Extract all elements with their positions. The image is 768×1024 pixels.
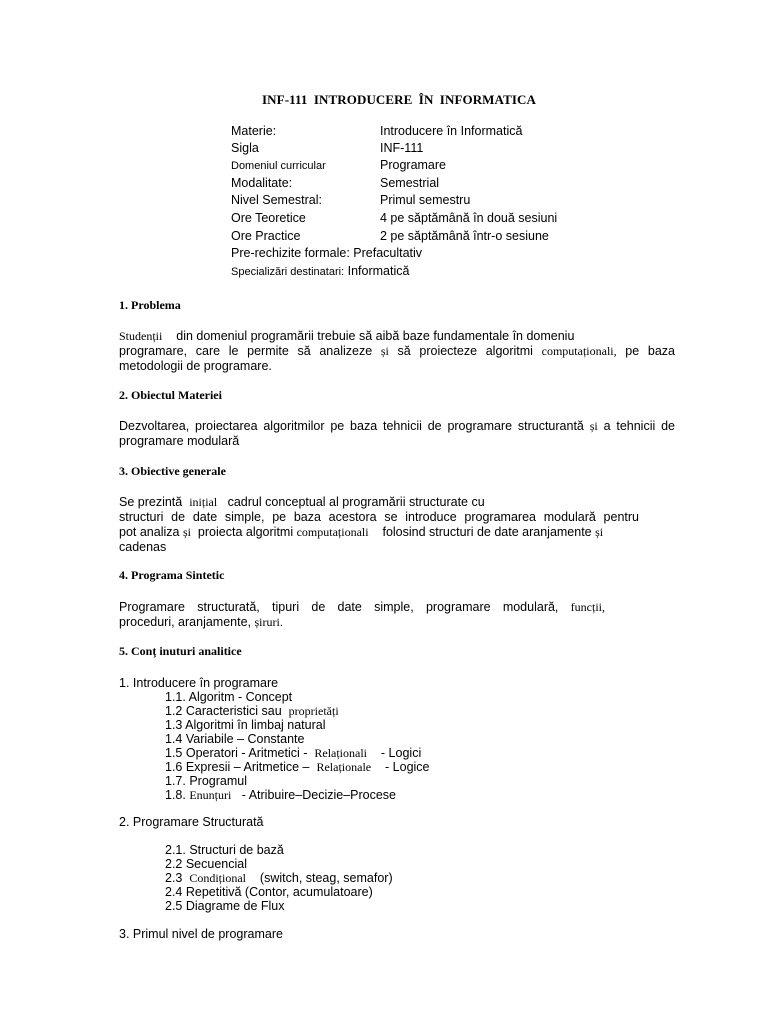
info-value: Programare	[380, 158, 446, 172]
text-line: cadenas	[119, 540, 167, 554]
list-item: 1.6 Expresii – Aritmetice – Relaționale - Logice	[165, 760, 430, 774]
section-body-problema	[119, 329, 675, 374]
info-value: Introducere în Informatică	[380, 124, 523, 138]
text-line: programare modulară	[119, 434, 240, 448]
info-row-specializari	[231, 264, 409, 280]
content-list-2-heading	[119, 815, 264, 829]
info-label: Modalitate:	[231, 176, 293, 190]
list-item: 1.3 Algoritmi în limbaj natural	[165, 718, 326, 732]
content-list-3-heading	[119, 927, 283, 941]
info-value: INF-111	[380, 141, 424, 155]
list-item: 1.2 Caracteristici sau proprietăți	[165, 704, 339, 718]
info-value: 4 pe săptămână în două sesiuni	[380, 211, 558, 225]
info-value: Primul semestru	[380, 193, 471, 207]
section-heading-continuturi: 5. Conț inuturi analitice	[119, 644, 242, 658]
info-label: Sigla	[231, 141, 259, 155]
section-body-obiectul	[119, 419, 675, 449]
text-line: structuri de date simple, pe baza acestora se introduce programarea modulară pentru	[119, 510, 639, 524]
info-value: Semestrial	[380, 176, 440, 190]
list-item: 2.2 Secuencial	[165, 857, 248, 871]
info-row-sigla	[231, 141, 423, 156]
text-line: proceduri, aranjamente, șiruri.	[119, 615, 283, 629]
section-body-programa	[119, 600, 605, 630]
info-label: Ore Teoretice	[231, 211, 306, 225]
info-label: Specializări destinatari:	[231, 266, 345, 278]
info-row-ore-teoretice	[231, 211, 557, 226]
section-heading-obiective: 3. Obiective generale	[119, 464, 226, 478]
text-line: Studenții din domeniul programării trebuie să aibă baze fundamentale în domeniu	[119, 329, 575, 343]
info-row-ore-practice	[231, 229, 549, 244]
info-row-nivel	[231, 193, 470, 208]
list-heading: 3. Primul nivel de programare	[119, 927, 283, 941]
list-item: 1.4 Variabile – Constante	[165, 732, 305, 746]
content-list-2	[119, 843, 393, 913]
text-line: Se prezintă inițial cadrul conceptual al programării structurate cu	[119, 495, 485, 509]
list-item: 1.8. Enunțuri - Atribuire–Decizie–Procese	[165, 788, 397, 802]
list-item: 2.1. Structuri de bază	[165, 843, 284, 857]
info-row-modalitate	[231, 176, 439, 191]
text-line: metodologii de programare.	[119, 359, 272, 373]
document-title: INF-111 INTRODUCERE ÎN INFORMATICA	[262, 92, 536, 107]
section-heading-problema: 1. Problema	[119, 298, 181, 312]
list-heading: 1. Introducere în programare	[119, 676, 279, 690]
section-heading-programa: 4. Programa Sintetic	[119, 568, 225, 582]
section-heading-obiectul: 2. Obiectul Materiei	[119, 388, 222, 402]
section-body-obiective	[119, 495, 639, 555]
text-line: Programare structurată, tipuri de date simple, programare modulară, funcții,	[119, 600, 605, 614]
info-label: Domeniul curricular	[231, 160, 326, 172]
list-item: 1.7. Programul	[165, 774, 247, 788]
info-value: 2 pe săptămână într-o sesiune	[380, 229, 549, 243]
info-row-domeniul	[231, 158, 446, 174]
content-list-1	[119, 676, 430, 802]
info-label: Pre-rechizite formale:	[231, 246, 350, 260]
list-heading: 2. Programare Structurată	[119, 815, 264, 829]
text-line: pot analiza și proiecta algoritmi computaționali folosind structuri de date aranjamente și	[119, 525, 604, 539]
info-label: Ore Practice	[231, 229, 301, 243]
list-item: 2.3 Condițional (switch, steag, semafor)	[165, 871, 393, 885]
text-line: programare, care le permite să analizeze și să proiecteze algoritmi computaționali, pe baza	[119, 344, 675, 358]
info-value: Prefacultativ	[353, 246, 423, 260]
list-item: 2.5 Diagrame de Flux	[165, 899, 285, 913]
info-row-pre-rechizite	[231, 246, 422, 261]
text-line: Dezvoltarea, proiectarea algoritmilor pe baza tehnicii de programare structurantă și a tehnicii de	[119, 419, 675, 433]
info-label: Nivel Semestral:	[231, 193, 322, 207]
list-item: 2.4 Repetitivă (Contor, acumulatoare)	[165, 885, 373, 899]
info-row-materie	[231, 124, 522, 139]
list-item: 1.1. Algoritm - Concept	[165, 690, 293, 704]
list-item: 1.5 Operatori - Aritmetici - Relaționali - Logici	[165, 746, 422, 760]
info-label: Materie:	[231, 124, 277, 138]
info-value: Informatică	[347, 264, 410, 278]
